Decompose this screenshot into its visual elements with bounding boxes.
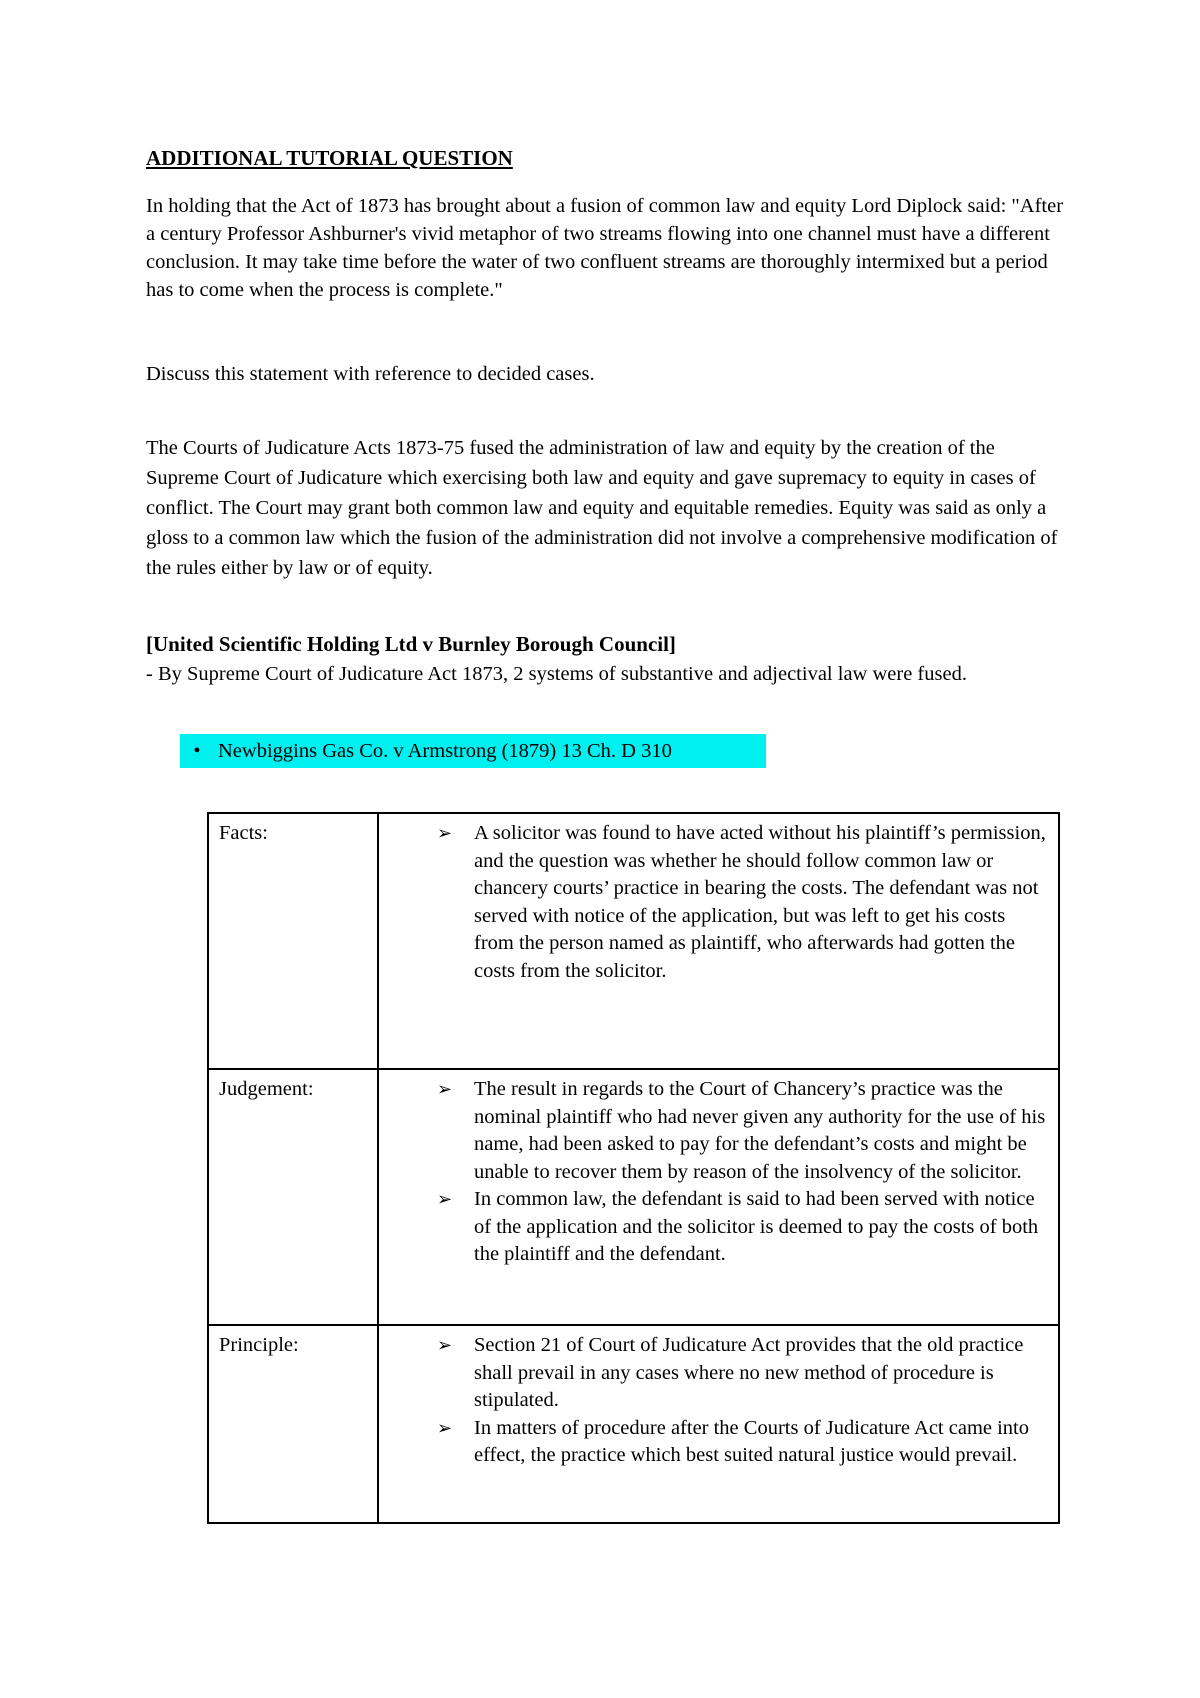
arrow-bullet-icon: ➢ [437,1335,453,1356]
principle-point-text: In matters of procedure after the Courts of Judicature Act came into effect, the practice which best suited natural justice would prevail. [474,1416,1030,1466]
page-heading: ADDITIONAL TUTORIAL QUESTION [146,146,513,170]
list-item [389,1186,1048,1269]
row-label-judgement: Judgement: [208,1069,378,1325]
list-item [389,1332,1048,1415]
facts-point-text: A solicitor was found to have acted without his plaintiff’s permission, and the question was whether he should follow common law or chancery courts’ practice in bearing the costs. The defendant was not served with notice of the application, but was left to get his costs from the person named as plaintiff, who afterwards had gotten the costs from the solicitor. [474,822,1046,982]
table-row-judgement [208,1069,1059,1325]
bullet-icon: • [193,740,201,762]
list-item [389,1415,1048,1470]
judgement-point-text: In common law, the defendant is said to had been served with notice of the application and the solicitor is deemed to pay the costs of both the plaintiff and the defendant. [474,1188,1039,1265]
table-row-principle [208,1325,1059,1523]
intro-paragraph: The Courts of Judicature Acts 1873-75 fused the administration of law and equity by the creation of the Supreme Court of Judicature which exercising both law and equity and gave supremacy to equity in cases of conflict. The Court may grant both common law and equity and equitable remedies. Equity was said as only a gloss to a common law which the fusion of the administration did not involve a comprehensive modification of the rules either by law or of equity. [146,437,1058,579]
arrow-bullet-icon: ➢ [437,823,453,844]
list-item [389,1076,1048,1186]
table-row-facts [208,813,1059,1069]
judgement-point-text: The result in regards to the Court of Chancery’s practice was the nominal plaintiff who had never given any authority for the use of his name, had been asked to pay for the defendant’s costs and might be unable to recover them by reason of the insolvency of the solicitor. [474,1078,1046,1183]
principle-point-text: Section 21 of Court of Judicature Act provides that the old practice shall prevail in any cases where no new method of procedure is stipulated. [474,1334,1024,1411]
question-paragraph: In holding that the Act of 1873 has brought about a fusion of common law and equity Lord Diplock said: "After a century Professor Ashburner's vivid metaphor of two streams flowing into one channel must have a different conclusion. It may take time before the water of two confluent streams are thoroughly intermixed but a period has to come when the process is complete." [146,195,1064,301]
row-content-principle [378,1325,1059,1523]
principle-point-list [389,1332,1048,1470]
arrow-bullet-icon: ➢ [437,1189,453,1210]
arrow-bullet-icon: ➢ [437,1417,453,1439]
row-content-facts [378,813,1059,1069]
case-heading: [United Scientific Holding Ltd v Burnley Borough Council] [146,632,676,656]
row-label-facts: Facts: [208,813,378,1069]
discuss-instruction: Discuss this statement with reference to decided cases. [146,363,595,385]
judgement-point-list [389,1076,1048,1269]
case-summary-table [207,812,1060,1524]
case-note: - By Supreme Court of Judicature Act 1873, 2 systems of substantive and adjectival law were fused. [146,663,967,685]
row-label-principle: Principle: [208,1325,378,1523]
facts-point-list [389,820,1048,985]
highlighted-case-item [180,734,766,768]
highlighted-case-text: Newbiggins Gas Co. v Armstrong (1879) 13 Ch. D 310 [218,740,672,762]
arrow-bullet-icon: ➢ [437,1079,453,1100]
row-content-judgement [378,1069,1059,1325]
list-item [389,820,1048,985]
